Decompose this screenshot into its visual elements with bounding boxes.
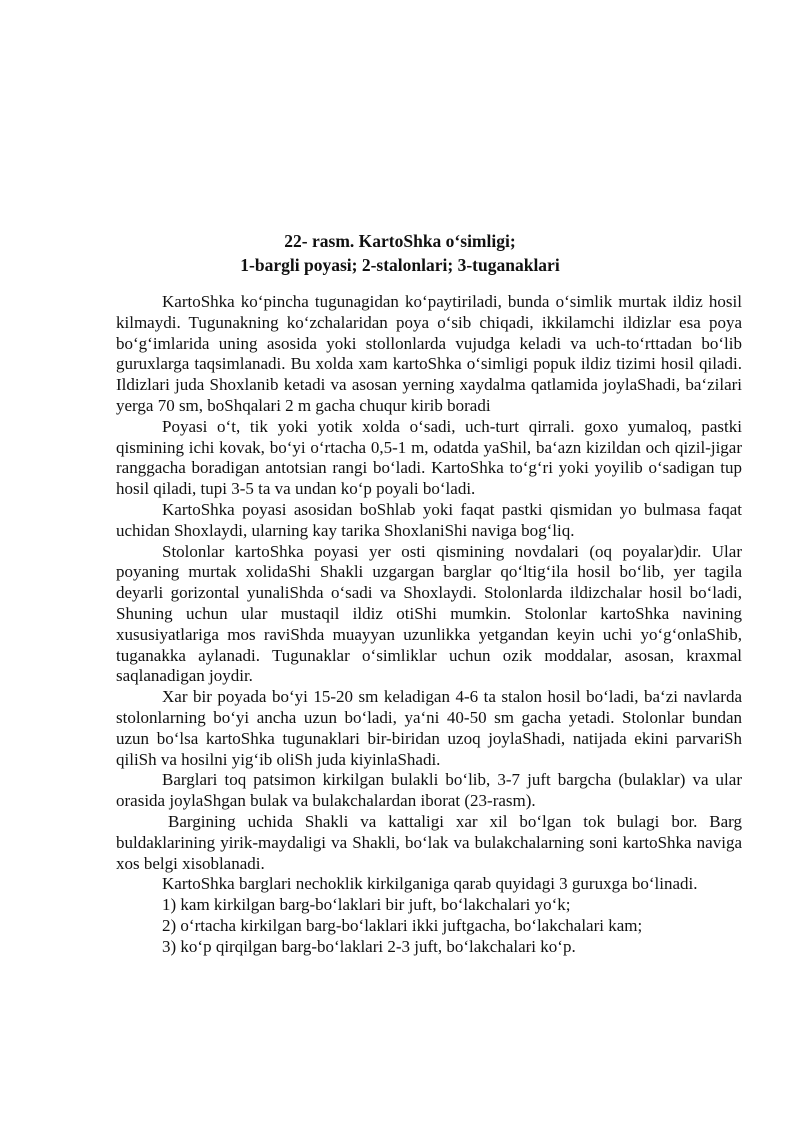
paragraph: KartoShka poyasi asosidan boShlab yoki faqat pastki qismidan yo bulmasa faqat uchidan Shoxlaydi, ularning kay tarika ShoxlaniShi naviga bog‘liq. xyxy=(116,499,742,540)
paragraph: Poyasi o‘t, tik yoki yotik xolda o‘sadi, uch-turt qirrali. goxo yumaloq, pastki qismining ichi kovak, bo‘yi o‘rtacha 0,5-1 m, odatda yaShil, ba‘azn kizildan och qizil-jigar ranggacha boradigan antotsian rangi bo‘ladi. KartoShka to‘g‘ri yoki yoyilib o‘sadigan tup hosil qiladi, tupi 3-5 ta va undan ko‘p poyali bo‘ladi. xyxy=(116,416,742,499)
paragraph: Barglari toq patsimon kirkilgan bulakli bo‘lib, 3-7 juft bargcha (bulaklar) va ular orasida joylaShgan bulak va bulakchalardan iborat (23-rasm). xyxy=(116,770,742,811)
list-item: 1) kam kirkilgan barg-bo‘laklari bir juft, bo‘lakchalari yo‘k; xyxy=(162,895,571,915)
body-text xyxy=(116,292,742,958)
figure-caption xyxy=(0,229,800,277)
caption-line-1: 22- rasm. KartoShka o‘simligi; xyxy=(284,231,516,251)
list-item: 3) ko‘p qirqilgan barg-bo‘laklari 2-3 juft, bo‘lakchalari ko‘p. xyxy=(162,936,576,956)
paragraph: Bargining uchida Shakli va kattaligi xar xil bo‘lgan tok bulagi bor. Barg buldaklarining yirik-maydaligi va Shakli, bo‘lak va bulakchalarning soni kartoShka naviga xos belgi xisoblanadi. xyxy=(116,811,742,873)
paragraph: Stolonlar kartoShka poyasi yer osti qismining novdalari (oq poyalar)dir. Ular poyaning murtak xolidaShi Shakli uzgargan barglar qo‘ltig‘ila hosil bo‘lib, yer tagila deyarli gorizontal yunaliShda o‘sadi va Shoxlaydi. Stolonlarda ildizchalar hosil bo‘ladi, Shuning uchun ular mustaqil ildiz otiShi mumkin. Stolonlar kartoShka navining xususiyatlariga mos raviShda muayyan uzunlikka yetgandan keyin uchi yo‘g‘onlaShib, tuganakka aylanadi. Tugunaklar o‘simliklar uchun ozik moddalar, asosan, kraxmal saqlanadigan joydir. xyxy=(116,541,742,686)
paragraph: KartoShka barglari nechoklik kirkilganiga qarab quyidagi 3 guruxga bo‘linadi. xyxy=(162,874,698,894)
list-item: 2) o‘rtacha kirkilgan barg-bo‘laklari ikki juftgacha, bo‘lakchalari kam; xyxy=(162,915,643,935)
paragraph: KartoShka ko‘pincha tugunagidan ko‘paytiriladi, bunda o‘simlik murtak ildiz hosil kilmaydi. Tugunakning ko‘zchalaridan poya o‘sib chiqadi, ikkilamchi ildizlar esa poya bo‘g‘imlarida uning asosida yoki stollonlarda vujudga keladi va uch-to‘rttadan bo‘lib guruxlarga taqsimlanadi. Bu xolda xam kartoShka o‘simligi popuk ildiz tizimi hosil qiladi. Ildizlari juda Shoxlanib ketadi va asosan yerning xaydalma qatlamida joylaShadi, ba‘zilari yerga 70 sm, boShqalari 2 m gacha chuqur kirib boradi xyxy=(116,292,742,415)
caption-line-2: 1-bargli poyasi; 2-stalonlari; 3-tuganaklari xyxy=(240,255,560,275)
paragraph: Xar bir poyada bo‘yi 15-20 sm keladigan 4-6 ta stalon hosil bo‘ladi, ba‘zi navlarda stolonlarning bo‘yi ancha uzun bo‘ladi, ya‘ni 40-50 sm gacha yetadi. Stolonlar bundan uzun bo‘lsa kartoShka tugunaklari bir-biridan uzoq joylaShadi, natijada ekini parvariSh qiliSh va hosilni yig‘ib oliSh juda kiyinlaShadi. xyxy=(116,687,742,769)
